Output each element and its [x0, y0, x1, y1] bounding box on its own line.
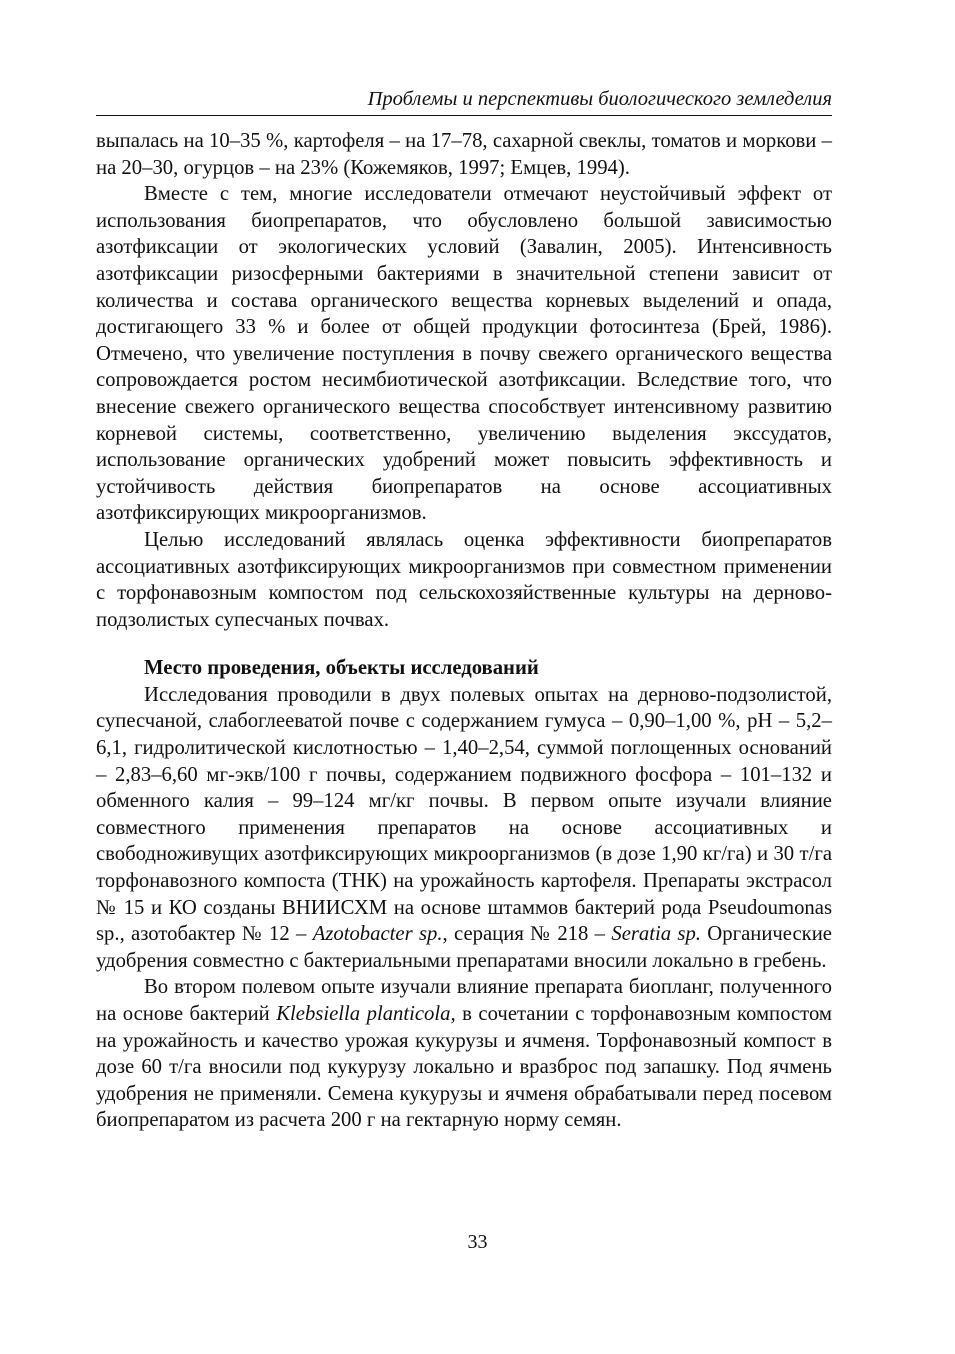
body-text — [96, 128, 832, 1134]
paragraph-continued: выпалась на 10–35 %, картофеля – на 17–78, сахарной свеклы, томатов и моркови – на 20–30, огурцов – на 23% (Кожемяков, 1997; Емцев, 1994). — [96, 130, 832, 179]
paragraph-unstable-effect: Вместе с тем, многие исследователи отмечают неустойчивый эффект от использования биопрепаратов, что обусловлено большой зависимостью азотфиксации от экологических условий (Завалин, 2005). Интенсивность азотфиксации ризосферными бактериями в значительной степени зависит от количества и состава органического вещества корневых выделений и опада, достигающего 33 % и более от общей продукции фотосинтеза (Брей, 1986). Отмечено, что увеличение поступления в почву свежего органического вещества сопровождается ростом несимбиотической азотфиксации. Вследствие того, что внесение свежего органического вещества способствует интенсивному развитию корневой системы, соответственно, увеличению выделения экссудатов, использование органических удобрений может повысить эффективность и устойчивость действия биопрепаратов на основе ассоциативных азотфиксирующих микроорганизмов. — [96, 183, 832, 525]
paragraph-research-goal: Целью исследований являлась оценка эффективности биопрепаратов ассоциативных азотфиксирующих микроорганизмов при совместном применении с торфонавозным компостом под сельскохозяйственные культуры на дерново-подзолистых супесчаных почвах. — [96, 528, 832, 631]
section-heading: Место проведения, объекты исследований — [144, 657, 539, 680]
paragraph-first-experiment — [96, 682, 832, 975]
text-run: в сочетании с торфонавозным компостом на урожайность и качество урожая кукурузы и ячменя. Торфонавозный компост в дозе 60 т/га вносили под кукурузу локально и вразброс под запашку. Под ячмень удобрения не применяли. Семена кукурузы и ячменя обрабатывали перед посевом биопрепаратом из расчета 200 г на гектарную норму семян. — [96, 1003, 832, 1132]
text-run: Органические удобрения совместно с бактериальными препаратами вносили локально в гребень. — [96, 923, 832, 972]
running-title: Проблемы и перспективы биологического земледелия — [367, 88, 832, 110]
italic-species: Klebsiella planticola, — [276, 1003, 456, 1025]
page-number: 33 — [467, 1231, 488, 1253]
text-run: Исследования проводили в двух полевых опытах на дерново-подзолистой, супесчаной, слабоглееватой почве с содержанием гумуса – 0,90–1,00 %, рН – 5,2–6,1, гидролитической кислотностью – 1,40–2,54, суммой поглощенных оснований – 2,83–6,60 мг-экв/100 г почвы, содержанием подвижного фосфора – 101–132 и обменного калия – 99–124 мг/кг почвы. В первом опыте изучали влияние совместного применения препаратов на основе ассоциативных и свободноживущих азотфиксирующих микроорганизмов (в дозе 1,90 кг/га) и 30 т/га торфонавозного компоста (ТНК) на урожайность картофеля. Препараты экстрасол № 15 и КО созданы ВНИИСХМ на основе штаммов бактерий рода Pseudoumonas sp., азотобактер № 12 – — [96, 683, 832, 946]
paragraph-second-experiment — [96, 974, 832, 1134]
italic-species: Seratia sp. — [611, 923, 701, 946]
italic-species: Azotobacter sp. — [312, 923, 443, 946]
text-run: Во втором полевом опыте изучали влияние препарата биопланг, полученного на основе бактерий — [96, 976, 832, 1025]
header-rule — [96, 115, 832, 116]
text-run: , серация № 218 – — [442, 923, 612, 946]
